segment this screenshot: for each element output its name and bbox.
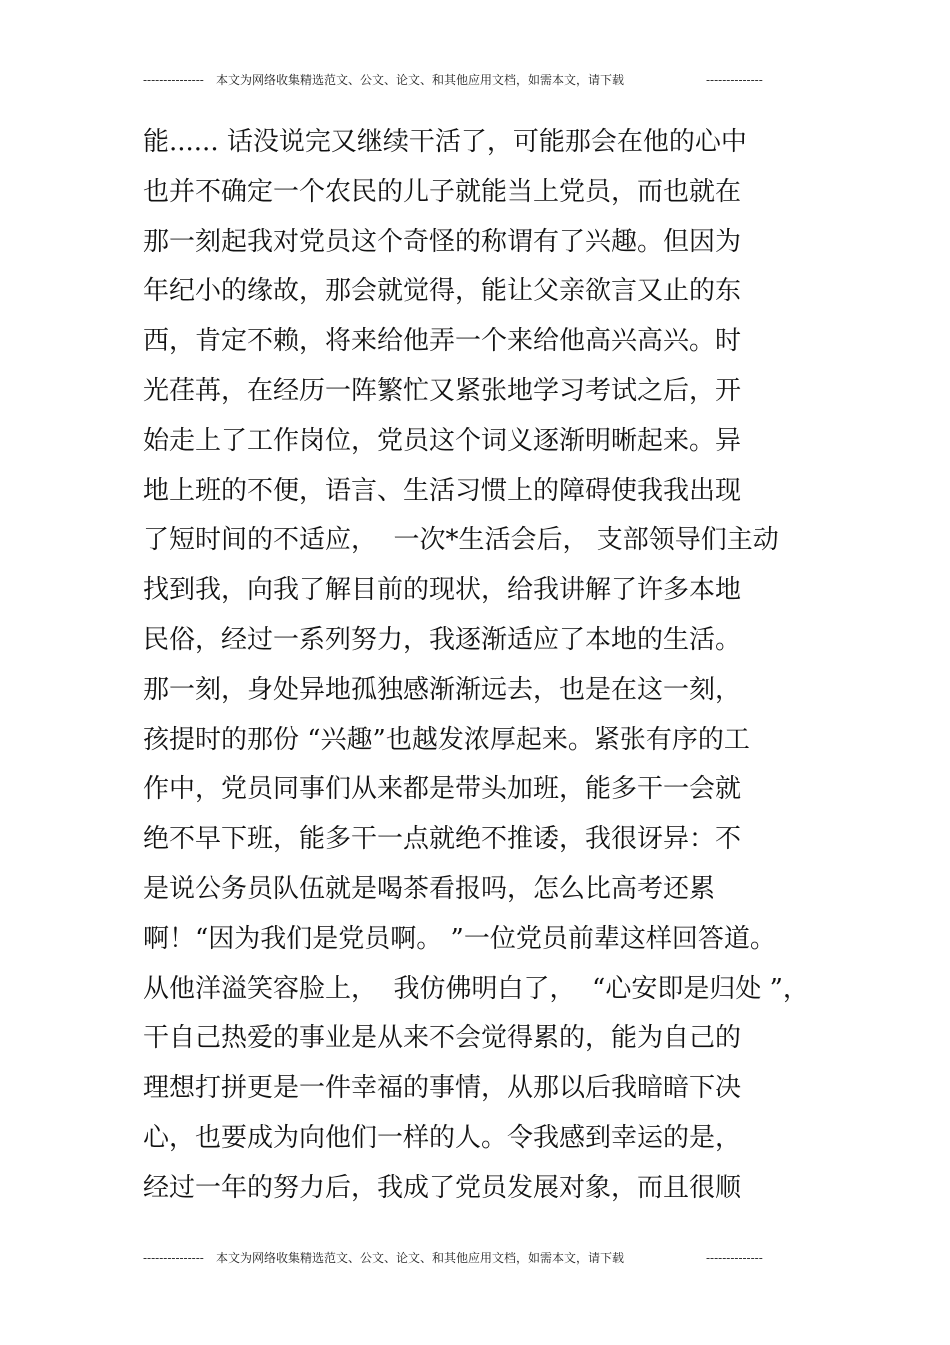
body-line: 那一刻，身处异地孤独感渐渐远去，也是在这一刻， [143,674,742,705]
footer-dashes-left: --------------- [143,1251,204,1265]
header-dashes-right: -------------- [706,73,763,87]
body-line: 心，也要成为向他们一样的人。令我感到幸运的是， [143,1122,742,1153]
body-line: 找到我，向我了解目前的现状，给我讲解了许多本地 [143,575,742,606]
page-footer [143,1248,768,1268]
body-line: 能...... 话没说完又继续干活了，可能那会在他的心中 [143,127,747,157]
body-line: 孩提时的那份 “兴趣”也越发浓厚起来。紧张有序的工 [143,724,750,755]
body-line: 始走上了工作岗位，党员这个词义逐渐明晰起来。异 [143,425,742,456]
body-line: 干自己热爱的事业是从来不会觉得累的，能为自己的 [143,1023,742,1054]
header-text: 本文为网络收集精选范文、公文、论文、和其他应用文档，如需本文，请下载 [216,73,625,87]
body-line: 绝不早下班，能多干一点就绝不推诿，我很讶异：不 [143,824,742,855]
body-line: 理想打拼更是一件幸福的事情，从那以后我暗暗下决 [143,1073,742,1104]
body-line: 西，肯定不赖，将来给他弄一个来给他高兴高兴。时 [143,326,742,357]
body-line: 了短时间的不适应， 一次*生活会后， 支部领导们主动 [143,525,779,556]
body-line: 那一刻起我对党员这个奇怪的称谓有了兴趣。但因为 [143,226,742,257]
footer-dashes-right: -------------- [706,1251,763,1265]
body-line: 年纪小的缘故，那会就觉得，能让父亲欲言又止的东 [143,276,742,307]
page-header [143,70,768,90]
body-line: 也并不确定一个农民的儿子就能当上党员，而也就在 [143,176,742,207]
body-line: 从他洋溢笑容脸上， 我仿佛明白了， “心安即是归处 ”， [143,973,809,1004]
header-dashes-left: --------------- [143,73,204,87]
body-line: 作中，党员同事们从来都是带头加班，能多干一会就 [143,774,742,805]
body-line: 民俗，经过一系列努力，我逐渐适应了本地的生活。 [143,624,742,655]
footer-text: 本文为网络收集精选范文、公文、论文、和其他应用文档，如需本文，请下载 [216,1251,625,1265]
body-line: 地上班的不便，语言、生活习惯上的障碍使我我出现 [143,475,742,506]
body-text [143,118,823,1214]
body-line: 啊！“因为我们是党员啊。 ”一位党员前辈这样回答道。 [143,923,776,954]
body-line: 光荏苒，在经历一阵繁忙又紧张地学习考试之后，开 [143,375,742,406]
body-line: 经过一年的努力后，我成了党员发展对象，而且很顺 [143,1172,742,1203]
body-line: 是说公务员队伍就是喝茶看报吗，怎么比高考还累 [143,873,716,904]
